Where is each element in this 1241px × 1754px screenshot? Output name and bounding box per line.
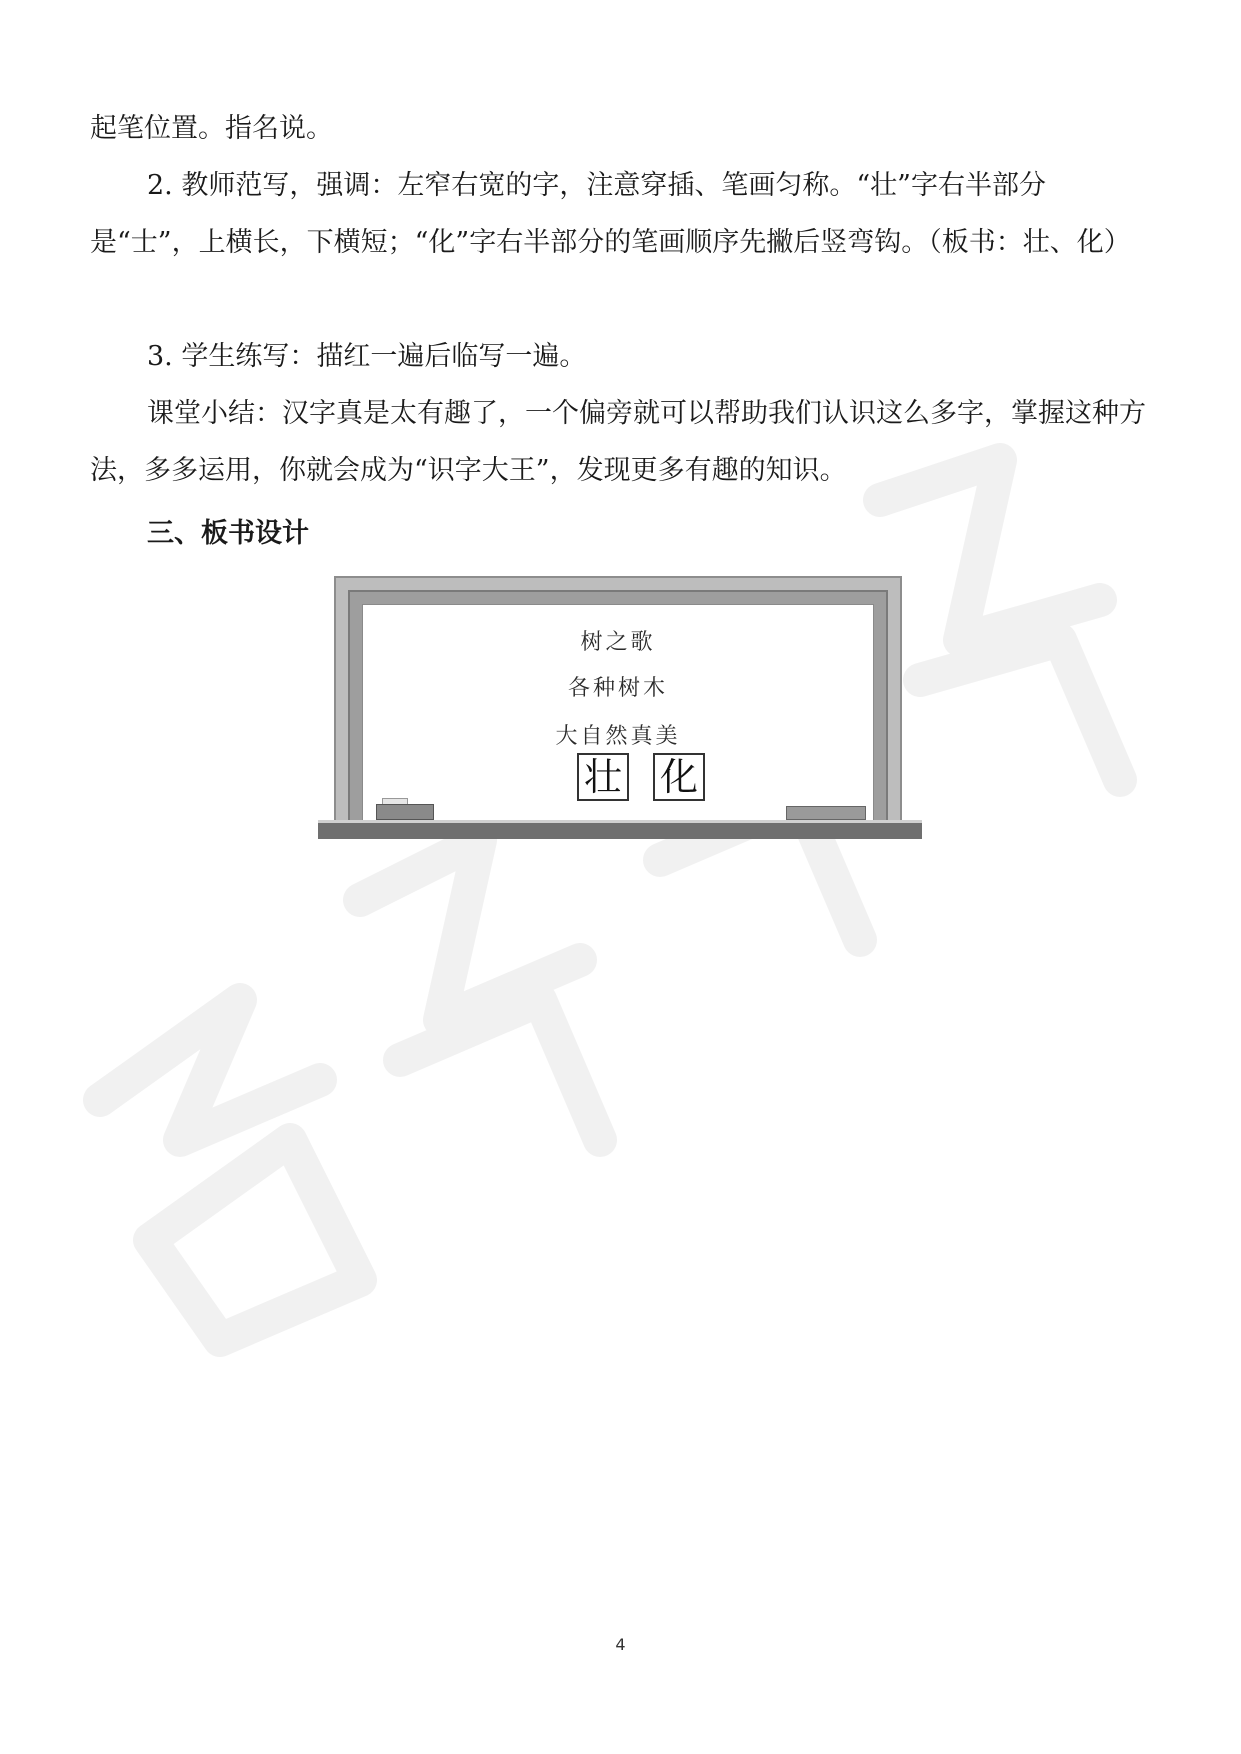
paragraph-4: 课堂小结：汉字真是太有趣了，一个偏旁就可以帮助我们认识这么多字，掌握这种方法，多多运用，你就会成为“识字大王”，发现更多有趣的知识。: [90, 398, 1146, 486]
paragraph-3: 3. 学生练写：描红一遍后临写一遍。: [147, 341, 587, 372]
blackboard-illustration: [318, 576, 922, 846]
board-character-hua: 化: [653, 753, 705, 801]
eraser-icon: [376, 804, 434, 820]
chalk-tray: [318, 820, 922, 839]
board-character-zhuang: 壮: [577, 753, 629, 801]
board-frame-inner: [348, 590, 888, 824]
board-frame: [334, 576, 902, 826]
book-icon: [786, 806, 866, 820]
board-line-1: 树之歌: [580, 630, 656, 655]
board-line-3: 大自然真美: [555, 724, 681, 749]
board-line-2: 各种树木: [567, 676, 668, 701]
paragraph-1: 起笔位置。指名说。: [90, 113, 333, 144]
section-heading: 三、板书设计: [147, 518, 309, 549]
paragraph-2: 2. 教师范写，强调：左窄右宽的字，注意穿插、笔画匀称。“壮”字右半部分是“士”，上横长，下横短；“化”字右半部分的笔画顺序先撇后竖弯钩。（板书：壮、化）: [90, 170, 1131, 258]
board-surface: [362, 604, 874, 822]
page-number: 4: [615, 1635, 626, 1654]
